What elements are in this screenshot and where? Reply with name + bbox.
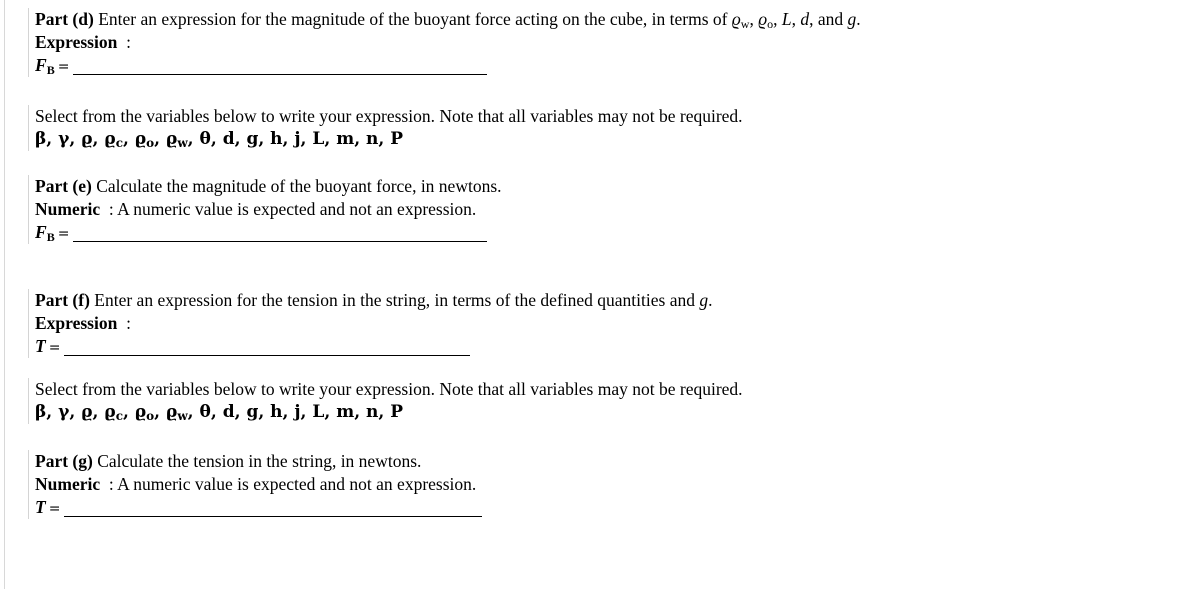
part-d-vars-note: Select from the variables below to write your expression. Note that all variables may not be required. — [35, 106, 743, 126]
part-f-answer-field[interactable] — [64, 341, 470, 356]
part-g-label: Part (g) — [35, 451, 93, 471]
part-f-label: Part (f) — [35, 290, 90, 310]
part-e-label: Part (e) — [35, 176, 92, 196]
part-g-answer-field[interactable] — [64, 502, 482, 517]
part-e-type: Numeric : A numeric value is expected and not an expression. — [35, 199, 477, 219]
part-g-prompt: Part (g) Calculate the tension in the string, in newtons. — [35, 451, 422, 471]
part-f-block — [28, 289, 1200, 358]
part-d-vars-block — [28, 105, 1200, 151]
part-d-vars-list: β, γ, ϱ, $ϱ_c$, $ϱ_o$, $ϱ_w$, θ, d, g, h, j, L, m, n, P — [35, 129, 404, 150]
part-f-prompt: Part (f) Enter an expression for the tension in the string, in terms of the defined quantities and g. — [35, 290, 713, 310]
part-g-type: Numeric : A numeric value is expected and not an expression. — [35, 474, 477, 494]
part-d-label: Part (d) — [35, 9, 94, 29]
part-g-block — [28, 450, 1200, 519]
part-f-answer-row: T = — [35, 335, 1200, 358]
part-d-prompt: Part (d) Enter an expression for the magnitude of the buoyant force acting on the cube, in terms of $ϱ_w$, $ϱ_o$, L, d, and g. — [35, 9, 861, 31]
part-d-type: Expression : — [35, 32, 131, 52]
part-d-block — [28, 8, 1200, 77]
part-f-vars-list: β, γ, ϱ, $ϱ_c$, $ϱ_o$, $ϱ_w$, θ, d, g, h, j, L, m, n, P — [35, 402, 404, 423]
part-d-type-label: Expression — [35, 32, 118, 52]
part-f-vars-block — [28, 378, 1200, 424]
part-e-answer-field[interactable] — [73, 227, 487, 242]
part-d-answer-row: $F_B$ = — [35, 54, 1200, 77]
part-e-block — [28, 175, 1200, 244]
part-e-prompt: Part (e) Calculate the magnitude of the buoyant force, in newtons. — [35, 176, 502, 196]
left-border — [4, 0, 5, 589]
part-d-answer-field[interactable] — [73, 60, 487, 75]
part-f-type: Expression : — [35, 313, 131, 333]
part-f-vars-note: Select from the variables below to write your expression. Note that all variables may not be required. — [35, 379, 743, 399]
part-g-answer-row: T = — [35, 496, 1200, 519]
part-e-answer-row: $F_B$ = — [35, 221, 1200, 244]
